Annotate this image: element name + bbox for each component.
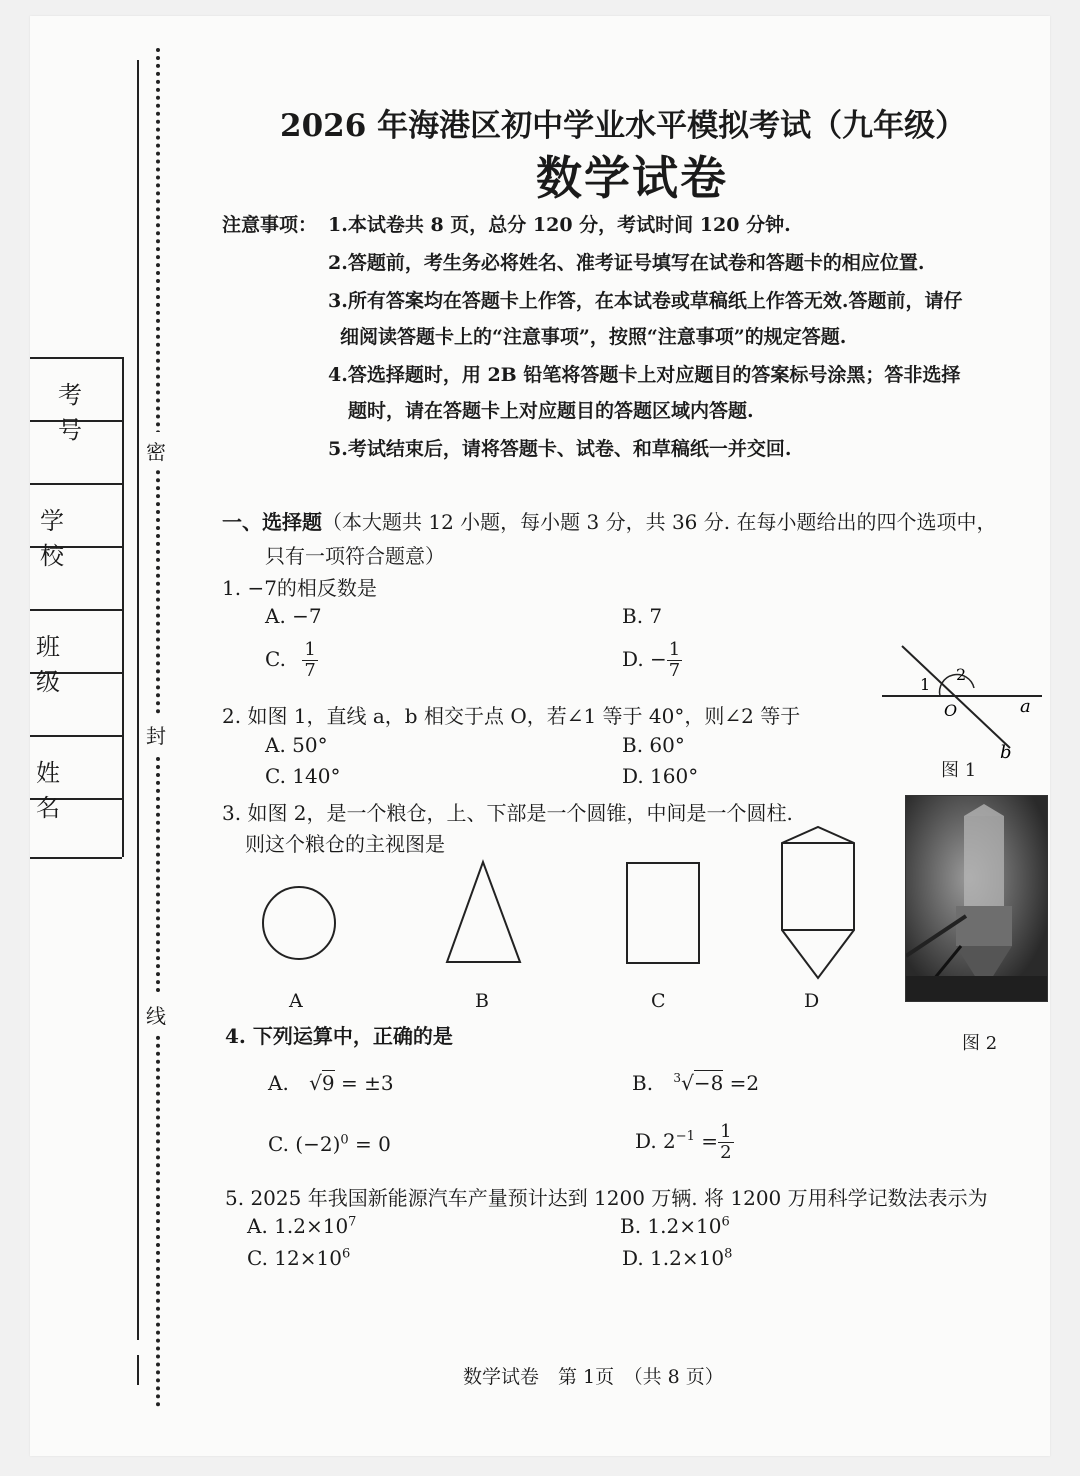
q4-option-b-prefix: B. bbox=[632, 1071, 654, 1095]
figure-2-silo-photo bbox=[905, 795, 1048, 1002]
shape-label-c: C bbox=[651, 990, 666, 1012]
q1-option-b: B. 7 bbox=[622, 604, 663, 628]
fraction-denominator: 7 bbox=[668, 659, 681, 681]
q2-option-b: B. 60° bbox=[622, 733, 685, 757]
q5-option-c-base: C. 12×10 bbox=[247, 1246, 342, 1270]
shape-c-rectangle bbox=[627, 863, 699, 963]
q4-option-d bbox=[635, 1122, 734, 1163]
note-item: 细阅读答题卡上的“注意事项”，按照“注意事项”的规定答题. bbox=[340, 326, 847, 348]
info-row-divider bbox=[30, 483, 122, 485]
fraction-numerator: 1 bbox=[304, 639, 316, 660]
q4-option-a bbox=[268, 1071, 394, 1095]
q2-option-c: C. 140° bbox=[265, 764, 341, 788]
section-heading bbox=[222, 506, 996, 535]
q4-option-d-eq: = bbox=[694, 1128, 719, 1153]
name-label: 姓 名 bbox=[36, 759, 78, 822]
fraction-denominator: 2 bbox=[720, 1141, 732, 1163]
q5-option-a-base: A. 1.2×10 bbox=[247, 1214, 349, 1238]
q4-option-c-base: C. (−2) bbox=[268, 1132, 341, 1156]
page-footer: 数学试卷 第 1页 （共 8 页） bbox=[463, 1366, 724, 1388]
q1-option-a: A. −7 bbox=[265, 604, 322, 628]
exponent: −1 bbox=[675, 1129, 695, 1145]
note-item: 1.本试卷共 8 页，总分 120 分，考试时间 120 分钟. bbox=[328, 214, 791, 236]
sqrt-symbol: √ bbox=[309, 1071, 322, 1095]
student-info-box bbox=[30, 357, 124, 857]
figure-2-caption: 图 2 bbox=[962, 1033, 998, 1054]
q1-option-c-fraction bbox=[302, 640, 317, 681]
section-description-cont: 只有一项符合题意） bbox=[265, 544, 445, 568]
q1-option-d-prefix: D. − bbox=[622, 646, 667, 671]
q5-option-b-base: B. 1.2×10 bbox=[620, 1214, 722, 1238]
exam-title: 2026 年海港区初中学业水平模拟考试（九年级） bbox=[280, 108, 967, 144]
line-b-label: b bbox=[1000, 742, 1012, 763]
q4-option-a-rest: = ±3 bbox=[334, 1071, 394, 1095]
q4-option-b bbox=[632, 1071, 759, 1095]
q4-option-d-base: D. 2 bbox=[635, 1128, 676, 1153]
note-item: 4.答选择题时，用 2B 铅笔将答题卡上对应题目的答案标号涂黑；答非选择 bbox=[328, 364, 961, 386]
angle-1-label: 1 bbox=[920, 675, 931, 694]
shape-d-top-cone bbox=[780, 825, 860, 855]
info-row-divider bbox=[30, 857, 122, 859]
q3-shape-options bbox=[250, 850, 870, 990]
q1-option-d bbox=[622, 640, 682, 681]
shape-d-cone-mask bbox=[782, 827, 854, 855]
q5-option-a bbox=[247, 1214, 356, 1238]
sqrt-symbol: √ bbox=[681, 1071, 694, 1095]
shape-a-circle bbox=[263, 887, 335, 959]
q4-option-b-rest: =2 bbox=[723, 1071, 760, 1095]
radicand: 9 bbox=[321, 1071, 335, 1095]
info-row-divider bbox=[30, 609, 122, 611]
seal-char-feng: 封 bbox=[146, 716, 166, 753]
q2-option-a: A. 50° bbox=[265, 733, 328, 757]
shape-label-d: D bbox=[804, 990, 820, 1012]
school-label: 学 校 bbox=[40, 507, 82, 570]
binding-solid-line bbox=[137, 60, 139, 1340]
q5-option-d bbox=[622, 1246, 732, 1270]
q2-option-d: D. 160° bbox=[622, 764, 699, 788]
shape-b-triangle bbox=[447, 862, 520, 962]
q5-option-c bbox=[247, 1246, 350, 1270]
q4-option-c bbox=[268, 1132, 391, 1156]
radicand: −8 bbox=[693, 1071, 724, 1095]
seal-char-xian: 线 bbox=[146, 996, 166, 1033]
class-label: 班 级 bbox=[36, 633, 78, 696]
q5-option-b bbox=[620, 1214, 730, 1238]
q5-stem: 5. 2025 年我国新能源汽车产量预计达到 1200 万辆. 将 1200 万用科学记数法表示为 bbox=[225, 1186, 988, 1210]
root-index: 3 bbox=[673, 1071, 682, 1086]
seal-char-mi: 密 bbox=[146, 432, 166, 469]
paper-subject-title: 数学试卷 bbox=[536, 151, 728, 205]
q1-stem: 1. −7的相反数是 bbox=[222, 576, 377, 600]
fraction-denominator: 7 bbox=[304, 659, 316, 681]
exponent: 7 bbox=[348, 1214, 357, 1230]
note-item: 题时，请在答题卡上对应题目的答题区域内答题. bbox=[348, 400, 754, 422]
q4-option-c-rest: = 0 bbox=[348, 1132, 391, 1156]
q4-stem: 4. 下列运算中，正确的是 bbox=[225, 1024, 453, 1048]
angle-2-label: 2 bbox=[956, 665, 967, 684]
fraction-numerator: 1 bbox=[668, 639, 681, 660]
exponent: 0 bbox=[340, 1132, 349, 1148]
exponent: 6 bbox=[721, 1214, 730, 1230]
q4-option-a-prefix: A. bbox=[268, 1071, 289, 1095]
fraction-numerator: 1 bbox=[720, 1121, 732, 1142]
note-item: 5.考试结束后，请将答题卡、试卷、和草稿纸一并交回. bbox=[328, 438, 792, 460]
note-item: 3.所有答案均在答题卡上作答，在本试卷或草稿纸上作答无效.答题前，请仔 bbox=[328, 290, 963, 312]
q3-stem: 3. 如图 2，是一个粮仓，上、下部是一个圆锥，中间是一个圆柱. bbox=[222, 801, 793, 825]
q5-option-d-base: D. 1.2×10 bbox=[622, 1246, 725, 1270]
exponent: 6 bbox=[341, 1246, 351, 1262]
info-row-divider bbox=[30, 357, 122, 359]
shape-d-silo bbox=[782, 850, 854, 978]
section-description: （本大题共 12 小题，每小题 3 分，共 36 分. 在每小题给出的四个选项中， bbox=[322, 510, 997, 534]
notes-label: 注意事项： bbox=[222, 214, 318, 236]
q3-stem-cont: 则这个粮仓的主视图是 bbox=[245, 832, 445, 856]
q1-option-c bbox=[265, 640, 318, 681]
q1-option-c-prefix: C. bbox=[265, 646, 286, 671]
line-a-label: a bbox=[1020, 696, 1031, 717]
shape-label-a: A bbox=[289, 990, 303, 1012]
silo-photo-image bbox=[906, 796, 1047, 1001]
exam-number-label: 考 号 bbox=[58, 381, 100, 444]
q2-stem: 2. 如图 1，直线 a，b 相交于点 O，若∠1 等于 40°，则∠2 等于 bbox=[222, 704, 801, 728]
q1-option-d-fraction bbox=[667, 640, 682, 681]
q4-option-d-fraction bbox=[718, 1122, 733, 1163]
section-title: 一、选择题 bbox=[222, 510, 322, 534]
shape-label-b: B bbox=[475, 990, 489, 1012]
note-item: 2.答题前，考生务必将姓名、准考证号填写在试卷和答题卡的相应位置. bbox=[328, 252, 925, 274]
info-row-divider bbox=[30, 735, 122, 737]
point-o-label: O bbox=[944, 701, 958, 720]
exponent: 8 bbox=[724, 1246, 733, 1262]
binding-solid-line-bottom bbox=[137, 1355, 139, 1385]
figure-1-caption: 图 1 bbox=[941, 760, 977, 781]
